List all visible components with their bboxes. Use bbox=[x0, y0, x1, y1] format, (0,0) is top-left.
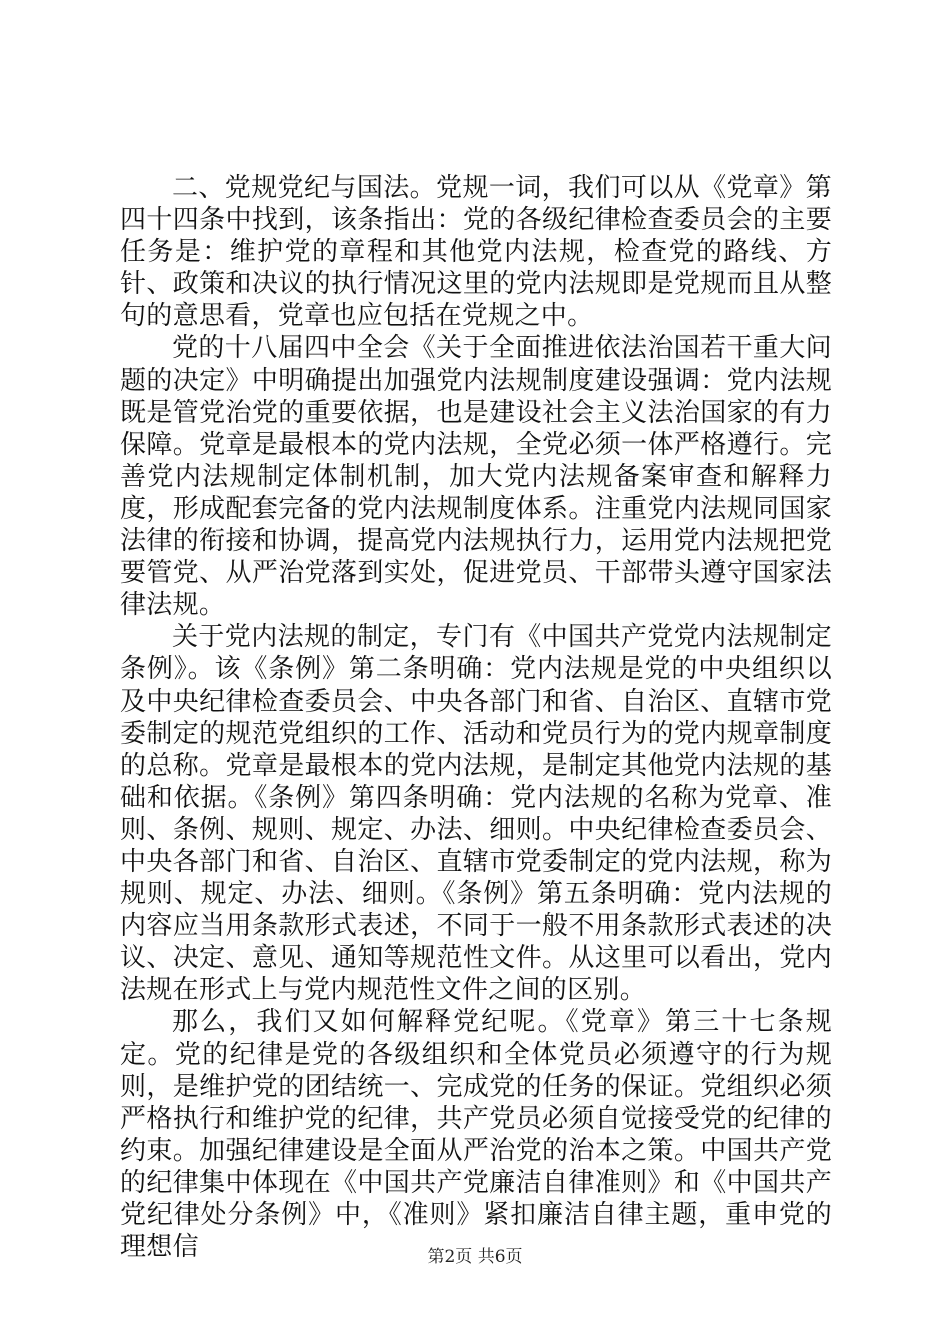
paragraph-3: 关于党内法规的制定，专门有《中国共产党党内法规制定条例》。该《条例》第二条明确：党内法规是党的中央组织以及中央纪律检查委员会、中央各部门和省、自治区、直辖市党委制定的规范党组织的工作、活动和党员行为的党内规章制度的总称。党章是最根本的党内法规，是制定其他党内法规的基础和依据。《条例》第四条明确：党内法规的名称为党章、准则、条例、规则、规定、办法、细则。中央纪律检查委员会、中央各部门和省、自治区、直辖市党委制定的党内法规，称为规则、规定、办法、细则。《条例》第五条明确：党内法规的内容应当用条款形式表述，不同于一般不用条款形式表述的决议、决定、意见、通知等规范性文件。从这里可以看出，党内法规在形式上与党内规范性文件之间的区别。 bbox=[120, 622, 832, 1006]
page-number-footer: 第2页 共6页 bbox=[427, 1247, 523, 1267]
paragraph-1: 二、党规党纪与国法。党规一词，我们可以从《党章》第四十四条中找到，该条指出：党的各级纪律检查委员会的主要任务是：维护党的章程和其他党内法规，检查党的路线、方针、政策和决议的执行情况这里的党内法规即是党规而且从整句的意思看，党章也应包括在党规之中。 bbox=[120, 173, 832, 332]
document-body bbox=[120, 172, 832, 1263]
paragraph-4: 那么，我们又如何解释党纪呢。《党章》第三十七条规定。党的纪律是党的各级组织和全体党员必须遵守的行为规则，是维护党的团结统一、完成党的任务的保证。党组织必须严格执行和维护党的纪律，共产党员必须自觉接受党的纪律的约束。加强纪律建设是全面从严治党的治本之策。中国共产党的纪律集中体现在《中国共产党廉洁自律准则》和《中国共产党纪律处分条例》中，《准则》紧扣廉洁自律主题，重申党的理想信 bbox=[120, 1007, 832, 1263]
paragraph-2: 党的十八届四中全会《关于全面推进依法治国若干重大问题的决定》中明确提出加强党内法规制度建设强调：党内法规既是管党治党的重要依据，也是建设社会主义法治国家的有力保障。党章是最根本的党内法规，全党必须一体严格遵行。完善党内法规制定体制机制，加大党内法规备案审查和解释力度，形成配套完备的党内法规制度体系。注重党内法规同国家法律的衔接和协调，提高党内法规执行力，运用党内法规把党要管党、从严治党落到实处，促进党员、干部带头遵守国家法律法规。 bbox=[120, 333, 832, 621]
